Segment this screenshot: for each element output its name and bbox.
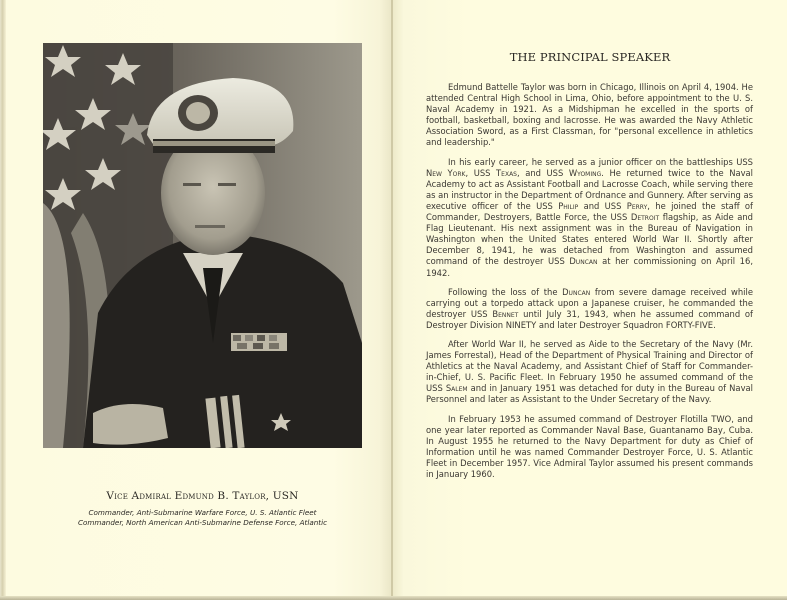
portrait-illustration: [43, 43, 362, 448]
page-title: THE PRINCIPAL SPEAKER: [509, 50, 671, 64]
ship-name: Duncan: [562, 286, 591, 297]
sleeve-stripes: [205, 395, 244, 448]
portrait-photo: [43, 43, 362, 448]
ship-name: Bennet: [492, 308, 519, 319]
caption-title-line: Commander, Anti-Submarine Warfare Force, U. S. Atlantic Fleet: [88, 508, 317, 517]
text-run: , USS: [465, 167, 497, 178]
text-run: and in January 1951 was detached for duty in the Bureau of Naval Personnel and later as Assistant to the Under Secretary of the Navy.: [426, 383, 753, 405]
ship-name: Texas: [496, 167, 517, 178]
book-spine: [391, 0, 393, 600]
paragraph: [426, 287, 753, 331]
ship-name: Duncan: [569, 256, 598, 267]
photo-caption: [43, 490, 362, 528]
paragraph: [426, 82, 753, 149]
ship-name: New York: [426, 167, 466, 178]
ship-name: Salem: [445, 383, 468, 394]
text-run: Edmund Battelle Taylor was born in Chicago, Illinois on April 4, 1904. He attended Central High School in Lima, Ohio, before appointment to the U. S. Naval Academy in 1921. As a Midshipman he excelled in the sports of football, basketball, boxing and lacrosse. He was awarded the Navy Athletic Association Sword, as a First Classman, for "personal excellence in athletics and leadership.": [426, 82, 753, 148]
text-run: at her commissioning on April 16, 1942.: [426, 256, 754, 278]
ship-name: Philip: [558, 200, 579, 211]
ship-name: Perry: [626, 200, 648, 211]
caption-title-line: Commander, North American Anti-Submarine Defense Force, Atlantic: [77, 518, 328, 527]
ship-name: Detroit: [630, 212, 660, 223]
text-run: In his early career, he served as a junior officer on the battleships USS: [448, 156, 753, 167]
paragraph: [426, 414, 753, 481]
biography-text: [426, 82, 753, 488]
text-run: , he joined the staff of Commander, Destroyers, Battle Force, the USS: [426, 200, 753, 223]
text-run: flagship, as Aide and Flag Lieutenant. His next assignment was in the Bureau of Navigation in Washington when the United States entered World War II. Shortly after December 8, 1941, he was detached from Washington and assumed command of the destroyer USS: [426, 212, 753, 267]
text-run: until July 31, 1943, when he assumed command of Destroyer Division NINETY and later Destroyer Squadron FORTY-FIVE.: [426, 308, 753, 330]
ship-name: Wyoming: [568, 167, 602, 178]
text-run: and USS: [578, 200, 627, 211]
caption-name: Vice Admiral Edmund B. Taylor, USN: [106, 490, 299, 502]
ribbon-bar: [231, 333, 287, 351]
page-bottom-edge: [0, 596, 787, 600]
hand: [93, 404, 168, 445]
text-run: After World War II, he served as Aide to the Secretary of the Navy (Mr. James Forrestal), Head of the Department of Physical Training and Director of Athletics at the Naval Academy, and Assistant Chief of Staff for Commander-in-Chief, U. S. Pacific Fleet. In February 1950 he assumed command of the USS: [426, 338, 753, 394]
text-run: . He returned twice to the Naval Academy to act as Assistant Football and Lacrosse Coach, while serving there as an instructor in the Department of Ordnance and Gunnery. After serving as executive officer of the USS: [426, 167, 754, 211]
paragraph: [426, 157, 753, 279]
paragraph: [426, 339, 753, 406]
text-run: Following the loss of the: [448, 286, 563, 297]
text-run: from severe damage received while carrying out a torpedo attack upon a Japanese cruiser, he commanded the destroyer USS: [426, 286, 753, 319]
text-run: , and USS: [516, 167, 569, 178]
text-run: In February 1953 he assumed command of Destroyer Flotilla TWO, and one year later reported as Commander Naval Base, Guantanamo Bay, Cuba. In August 1955 he returned to the Navy Department for duty as Chief of Information until he was named Commander Destroyer Force, U. S. Atlantic Fleet in December 1957. Vice Admiral Taylor assumed his present commands in January 1960.: [426, 413, 753, 479]
page-edge: [0, 0, 6, 600]
